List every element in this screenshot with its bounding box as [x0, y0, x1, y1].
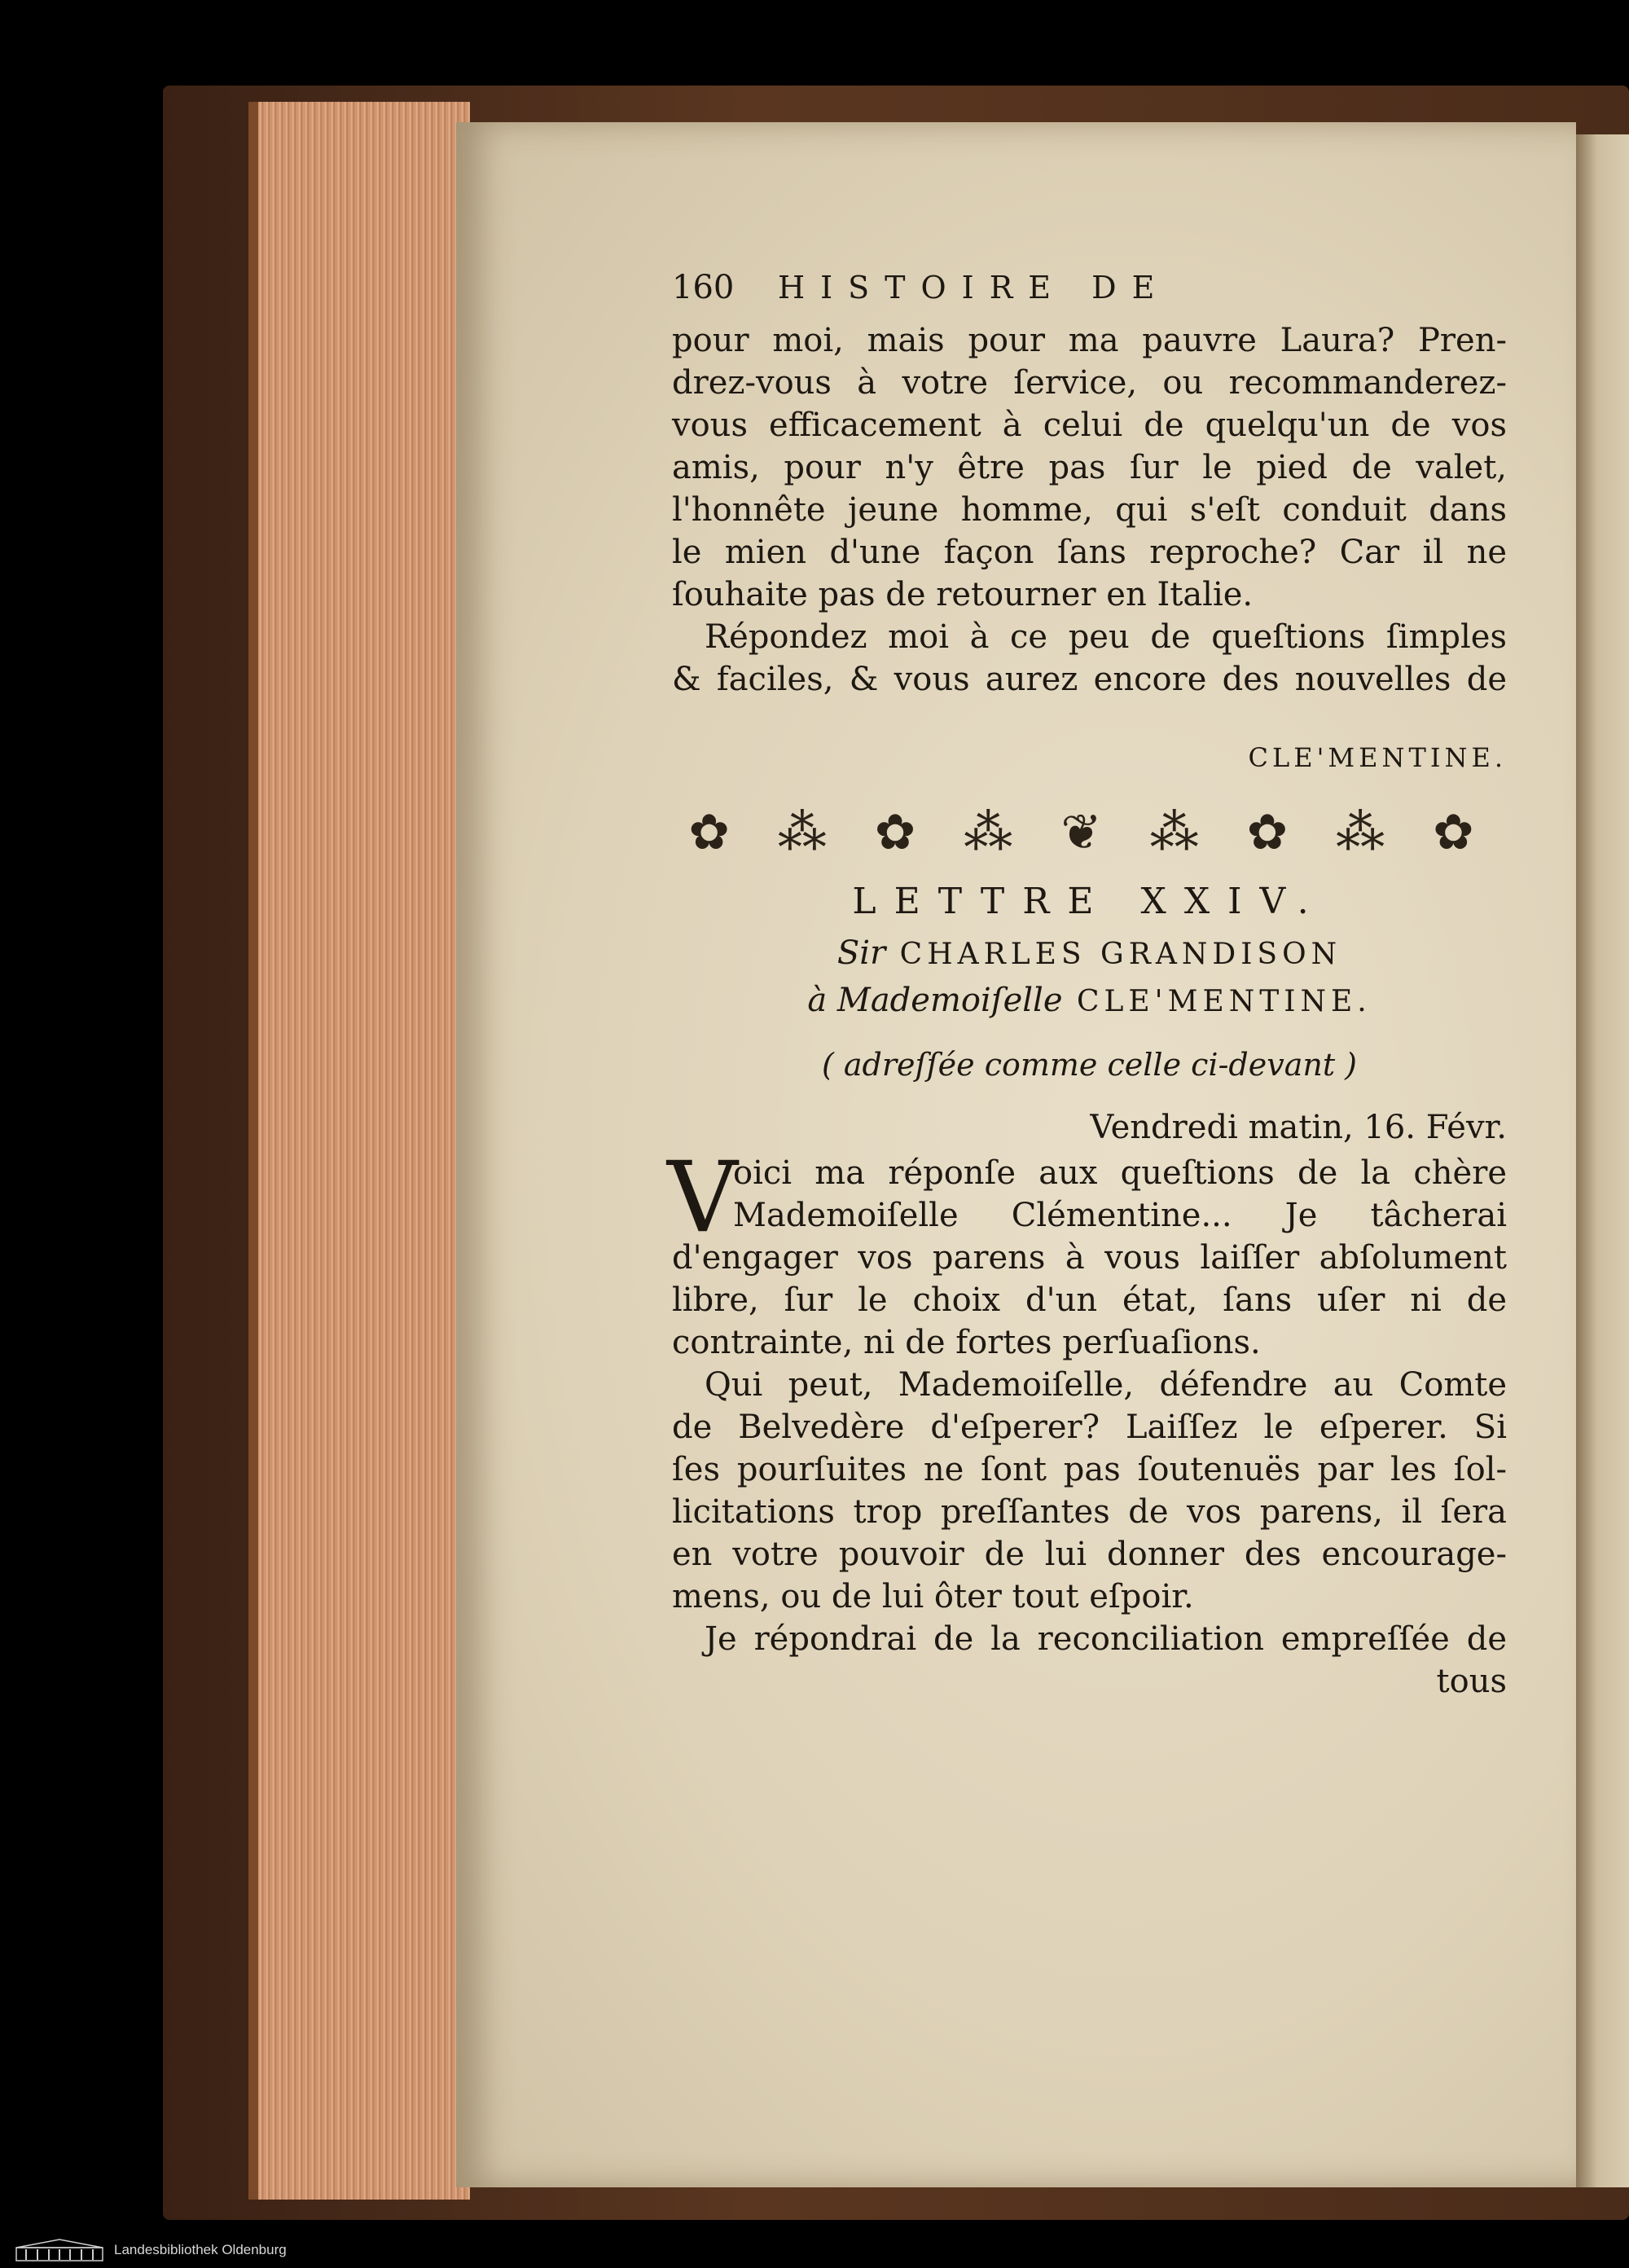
- continued-paragraph: [672, 319, 1507, 616]
- sender-name: CHARLES GRANDISON: [899, 938, 1342, 971]
- letter-paragraph-2: [672, 1364, 1507, 1618]
- sender-prefix: Sir: [836, 934, 886, 972]
- page-text: [667, 269, 1507, 1703]
- text-line: de Belvedère d'eſperer? Laiſſez le eſperer. Si: [672, 1409, 1507, 1446]
- text-line: Répondez moi à ce peu de queſtions ſimples: [705, 618, 1507, 656]
- text-line: pour moi, mais pour ma pauvre Laura? Pren-: [672, 322, 1507, 359]
- letter-paragraph-1: [667, 1141, 1507, 1364]
- page-number: 160: [672, 269, 735, 306]
- text-line: libre, ſur le choix d'un état, ſans uſer ni de: [672, 1281, 1507, 1319]
- recipient-prefix: à Mademoiſelle: [807, 982, 1063, 1019]
- text-line: drez-vous à votre ſervice, ou recommanderez-: [672, 364, 1507, 402]
- text-line: Mademoiſelle Clémentine... Je tâcherai: [733, 1197, 1507, 1234]
- signature: CLE'MENTINE.: [1248, 742, 1507, 773]
- text-line: Qui peut, Mademoiſelle, défendre au Comte: [705, 1366, 1507, 1404]
- footer-bar: [0, 2232, 1629, 2268]
- ornament-band: ✿ ⁂ ✿ ⁂ ❦ ⁂ ✿ ⁂ ✿: [688, 804, 1491, 861]
- text-line: vous efficacement à celui de quelqu'un de vos: [672, 407, 1507, 444]
- text-line: l'honnête jeune homme, qui s'eſt conduit dans: [672, 491, 1507, 529]
- text-line: ſouhaite pas de retourner en Italie.: [672, 576, 1254, 613]
- closing-paragraph: [672, 616, 1507, 701]
- text-line: contrainte, ni de fortes perſuaſions.: [672, 1324, 1261, 1361]
- text-line: en votre pouvoir de lui donner des encourage-: [672, 1536, 1507, 1573]
- text-line: ſes pourſuites ne ſont pas ſoutenuës par les ſol-: [672, 1451, 1507, 1488]
- address-note: ( adreſſée comme celle ci-devant ): [821, 1047, 1358, 1083]
- letter-address: [672, 930, 1507, 1025]
- drop-cap: V: [667, 1141, 738, 1255]
- text-line: mens, ou de lui ôter tout eſpoir.: [672, 1578, 1194, 1615]
- text-line: & faciles, & vous aurez encore des nouvelles de: [672, 661, 1507, 698]
- sender-line: [672, 930, 1507, 978]
- text-line: licitations trop preſſantes de vos parens, il ſera: [672, 1493, 1507, 1531]
- text-line: le mien d'une façon ſans reproche? Car il ne: [672, 534, 1507, 571]
- running-head: [672, 269, 1507, 314]
- running-title: HISTOIRE DE: [778, 270, 1170, 305]
- letter-heading: LETTRE XXIV.: [852, 881, 1327, 922]
- text-line: d'engager vos parens à vous laiſſer abſolument: [672, 1239, 1507, 1277]
- text-line: oici ma réponſe aux queſtions de la chère: [733, 1154, 1507, 1192]
- facing-page-edge: [1576, 134, 1629, 2187]
- letter-paragraph-3: [672, 1618, 1507, 1660]
- library-name: Landesbibliothek Oldenburg: [114, 2242, 287, 2257]
- recipient-name: CLE'MENTINE.: [1076, 985, 1372, 1018]
- library-building-icon: [15, 2238, 104, 2262]
- text-line: Je répondrai de la reconciliation empreſſée de: [705, 1620, 1507, 1658]
- dateline: Vendredi matin, 16. Févr.: [1090, 1109, 1507, 1146]
- text-line: amis, pour n'y être pas ſur le pied de valet,: [672, 449, 1507, 486]
- recipient-line: [672, 978, 1507, 1025]
- page-edges: [248, 102, 470, 2200]
- catchword: tous: [1436, 1663, 1507, 1700]
